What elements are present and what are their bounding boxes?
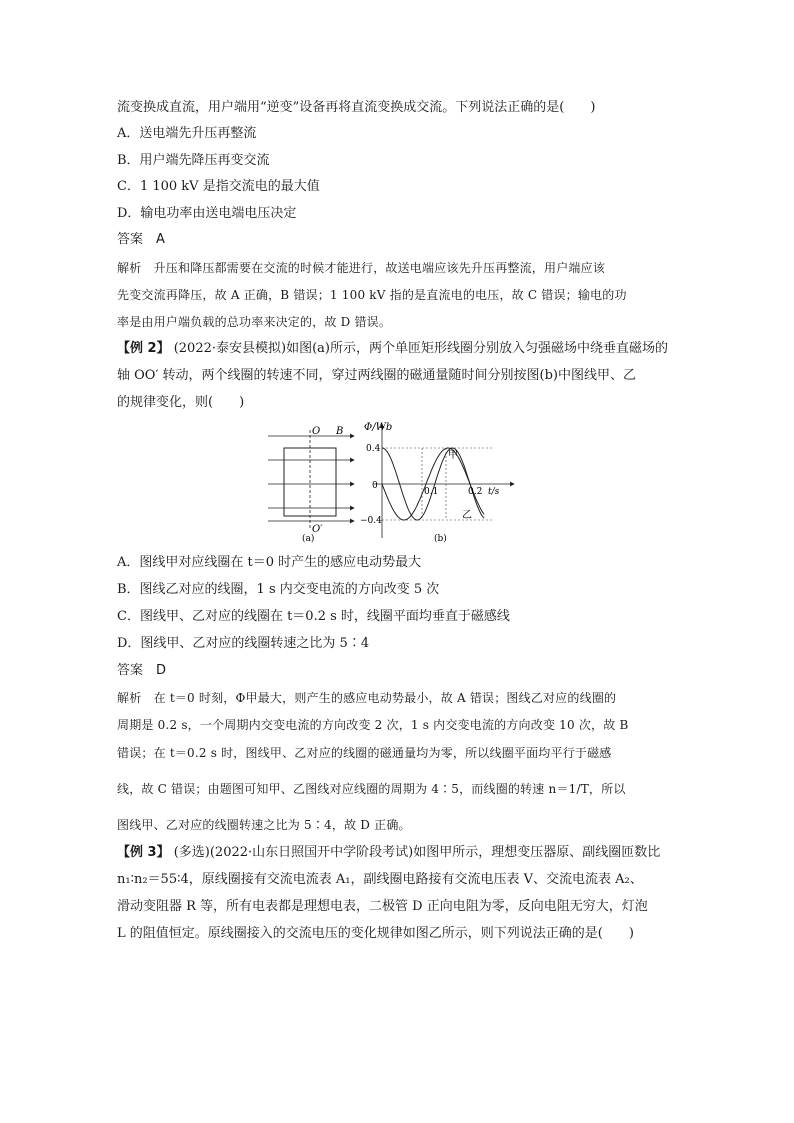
answer: 答案 D [117,663,167,678]
figure-svg [262,420,518,544]
caption-a: (a) [302,534,315,544]
explanation-line: 错误；在 t＝0.2 s 时，图线甲、乙对应的线圈的磁通量均为零，所以线圈平面均平行于磁感 [117,746,612,760]
example-2-line [117,340,668,358]
example-3-line [117,844,660,862]
option-b: B．用户端先降压再变交流 [117,153,270,168]
option-c: C．图线甲、乙对应的线圈在 t＝0.2 s 时，线圈平面均垂直于磁感线 [117,609,510,624]
explanation-line: 率是由用户端负载的总功率来决定的，故 D 错误。 [117,315,392,329]
explanation-line: 解析 在 t＝0 时刻，Φ甲最大，则产生的感应电动势最小，故 A 错误；图线乙对应的线圈的 [117,691,617,705]
tick-x-2: 0.2 [468,487,483,497]
option-c: C．1 100 kV 是指交流电的最大值 [117,179,320,194]
example-text: n₁∶n₂＝55∶4，原线圈接有交流电流表 A₁，副线圈电路接有交流电压表 V、交流电流表 A₂、 [117,872,643,887]
tick-x-1: 0.1 [424,487,439,497]
physics-figure [262,420,518,544]
label-o-prime: O′ [312,524,323,535]
option-b: B．图线乙对应的线圈，1 s 内交变电流的方向改变 5 次 [117,582,440,597]
curve-yi-label: 乙 [462,510,472,521]
caption-b: (b) [434,534,447,544]
option-a: A．送电端先升压再整流 [117,126,257,141]
example-label: 【例 3】 [117,845,170,860]
example-text: (2022·泰安县模拟)如图(a)所示，两个单匝矩形线圈分别放入匀强磁场中绕垂直磁场的 [173,341,668,356]
field-lines [268,436,354,521]
label-b: B [336,426,344,437]
example-text: 轴 OO′ 转动，两个线圈的转速不同，穿过两线圈的磁通量随时间分别按图(b)中图线甲、乙 [117,368,636,383]
y-axis-label: Φ/Wb [364,422,393,433]
option-d: D．输电功率由送电端电压决定 [117,206,297,221]
question-text: 流变换成直流，用户端用“逆变”设备再将直流变换成交流。下列说法正确的是( ) [117,100,596,115]
example-text: 滑动变阻器 R 等，所有电表都是理想电表，二极管 D 正向电阻为零，反向电阻无穷大，灯泡 [117,899,648,914]
label-o: O [312,426,321,437]
explanation-line: 周期是 0.2 s，一个周期内交变电流的方向改变 2 次，1 s 内交变电流的方向改变 10 次，故 B [117,718,629,732]
example-text: L 的阻值恒定。原线圈接入的交流电压的变化规律如图乙所示，则下列说法正确的是( ) [117,926,634,941]
explanation-line: 先变交流再降压，故 A 正确，B 错误；1 100 kV 指的是直流电的电压，故 C 错误；输电的功 [117,288,627,302]
tick-y-zero: 0 [372,481,378,491]
answer: 答案 A [117,232,165,247]
tick-y-pos: 0.4 [366,444,381,454]
graph-axes [374,424,514,538]
example-text: (多选)(2022·山东日照国开中学阶段考试)如图甲所示，理想变压器原、副线圈匝数比 [173,845,661,860]
option-a: A．图线甲对应线圈在 t＝0 时产生的感应电动势最大 [117,555,422,570]
option-d: D．图线甲、乙对应的线圈转速之比为 5∶4 [117,636,370,651]
x-axis-label: t/s [488,487,500,497]
tick-y-neg: −0.4 [360,516,382,526]
explanation-line: 线，故 C 错误；由题图可知甲、乙图线对应线圈的周期为 4∶5，而线圈的转速 n＝1/T，所以 [117,782,626,796]
explanation-line: 图线甲、乙对应的线圈转速之比为 5∶4，故 D 正确。 [117,818,411,832]
example-label: 【例 2】 [117,341,170,356]
curve-jia-label: 甲 [448,450,458,461]
explanation-line: 解析 升压和降压都需要在交流的时候才能进行，故送电端应该先升压再整流，用户端应该 [117,261,606,275]
example-text: 的规律变化，则( ) [117,395,245,410]
